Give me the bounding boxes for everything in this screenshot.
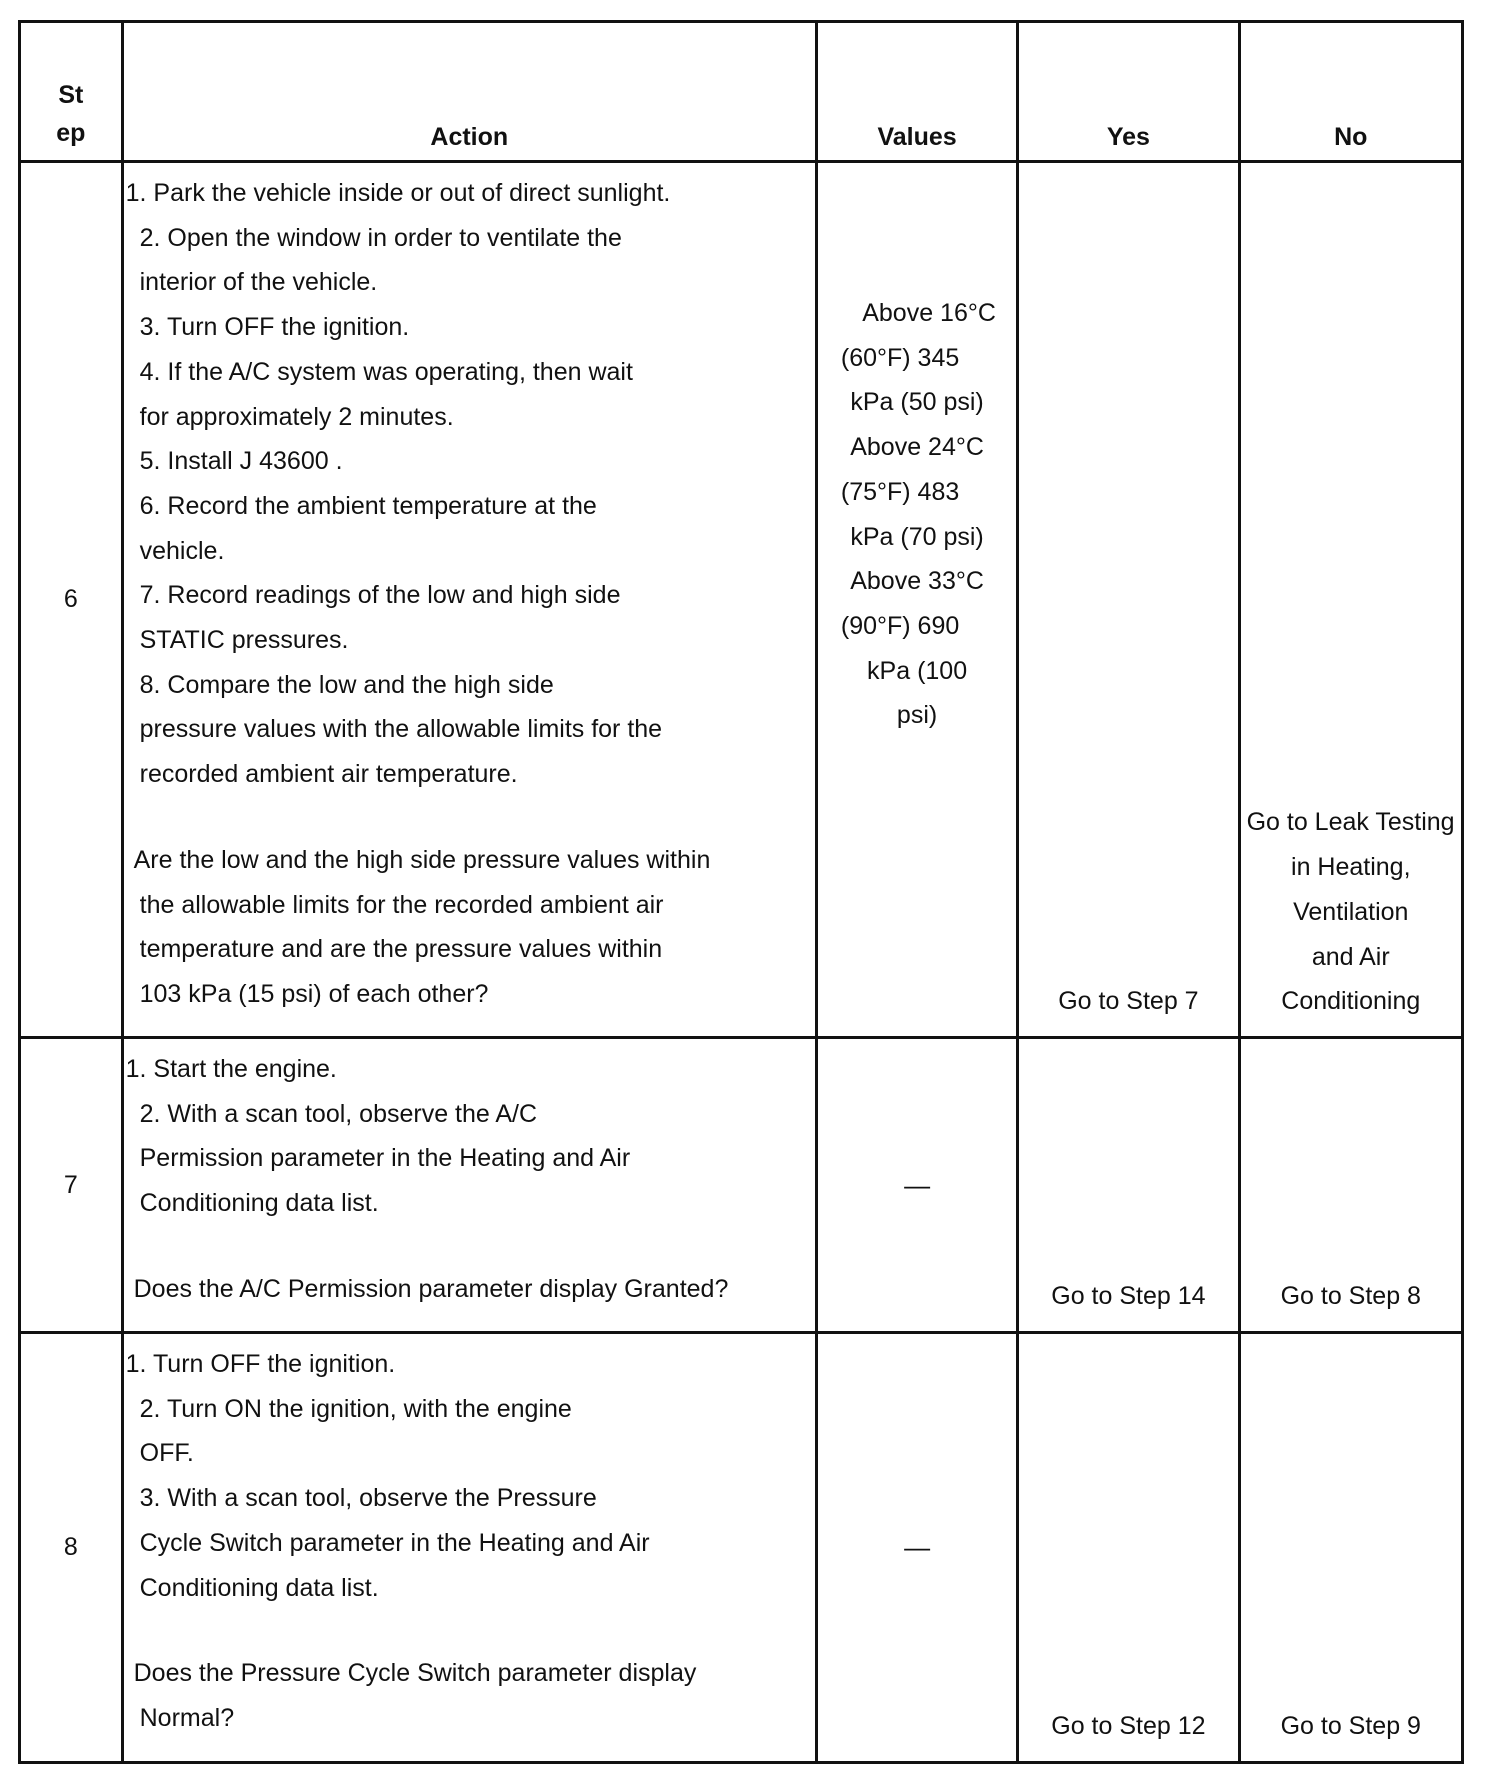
step-number: 8 [20,1333,123,1763]
no-line: in Heating, [1291,853,1411,882]
value-line: Above 33°C [850,567,984,596]
values-cell [816,162,1017,1038]
table-row [20,1333,1463,1763]
action-cell [122,1038,816,1333]
action-line: for approximately 2 minutes. [139,402,454,431]
question-line: temperature and are the pressure values within [139,935,663,964]
question-line: Does the A/C Permission parameter display Granted? [133,1274,729,1303]
action-line: 2. Open the window in order to ventilate the [139,223,622,252]
table-row [20,1038,1463,1333]
diagnostic-table [18,20,1464,1764]
step-number: 7 [20,1038,123,1333]
no-line: Go to Leak Testing [1246,808,1455,837]
value-line: Above 16°C [862,298,996,327]
yes-cell: Go to Step 14 [1018,1038,1239,1333]
yes-cell: Go to Step 12 [1018,1333,1239,1763]
yes-cell: Go to Step 7 [1018,162,1239,1038]
no-line: and Air [1311,942,1390,971]
action-line: pressure values with the allowable limits for the [139,715,663,744]
no-line: Ventilation [1293,897,1409,926]
action-line: 7. Record readings of the low and high side [139,581,621,610]
question-line: Normal? [139,1703,235,1732]
step-number: 6 [20,162,123,1038]
question-line: Does the Pressure Cycle Switch parameter display [133,1659,697,1688]
action-line: 1. Turn OFF the ignition. [125,1350,396,1378]
values-cell: — [816,1333,1017,1763]
question-line: the allowable limits for the recorded ambient air [139,890,664,919]
action-line: Conditioning data list. [139,1189,379,1218]
header-step-label: St ep [56,81,86,147]
header-no: No [1239,22,1462,162]
header-step [20,22,123,162]
values-cell: — [816,1038,1017,1333]
action-line: recorded ambient air temperature. [139,760,518,789]
action-line: 2. With a scan tool, observe the A/C [139,1099,538,1128]
value-line: kPa (50 psi) [850,388,984,417]
action-line: OFF. [139,1439,194,1468]
value-line: (75°F) 483 [840,477,960,506]
question-line: 103 kPa (15 psi) of each other? [139,979,489,1008]
action-line: 3. With a scan tool, observe the Pressure [139,1484,597,1513]
action-cell [122,162,816,1038]
no-cell: Go to Step 9 [1239,1333,1462,1763]
header-action: Action [122,22,816,162]
action-line: 8. Compare the low and the high side [139,670,554,699]
action-line: 1. Start the engine. [125,1055,337,1083]
no-cell: Go to Step 8 [1239,1038,1462,1333]
action-line: 1. Park the vehicle inside or out of direct sunlight. [125,179,671,207]
action-line: Permission parameter in the Heating and Air [139,1144,631,1173]
action-line: Cycle Switch parameter in the Heating and Air [139,1528,650,1557]
action-line: 5. Install J 43600 . [139,447,343,476]
action-line: STATIC pressures. [139,626,349,655]
action-cell [122,1333,816,1763]
value-line: kPa (70 psi) [850,522,984,551]
header-row [20,22,1463,162]
no-line: Conditioning [1281,987,1421,1016]
action-line: 4. If the A/C system was operating, then wait [139,357,633,386]
question-line: Are the low and the high side pressure values within [133,845,711,874]
action-line: 3. Turn OFF the ignition. [139,313,410,342]
action-line: Conditioning data list. [139,1573,379,1602]
action-line: 6. Record the ambient temperature at the [139,491,597,520]
value-line: Above 24°C [850,433,984,462]
no-cell [1239,162,1462,1038]
value-line: (90°F) 690 [840,611,960,640]
table-row [20,162,1463,1038]
header-yes: Yes [1018,22,1239,162]
action-line: vehicle. [139,536,225,565]
action-line: 2. Turn ON the ignition, with the engine [139,1394,572,1423]
value-line: (60°F) 345 [840,343,960,372]
value-line: kPa (100 [867,656,968,685]
value-line: psi) [896,701,938,730]
header-values: Values [816,22,1017,162]
action-line: interior of the vehicle. [139,268,378,297]
